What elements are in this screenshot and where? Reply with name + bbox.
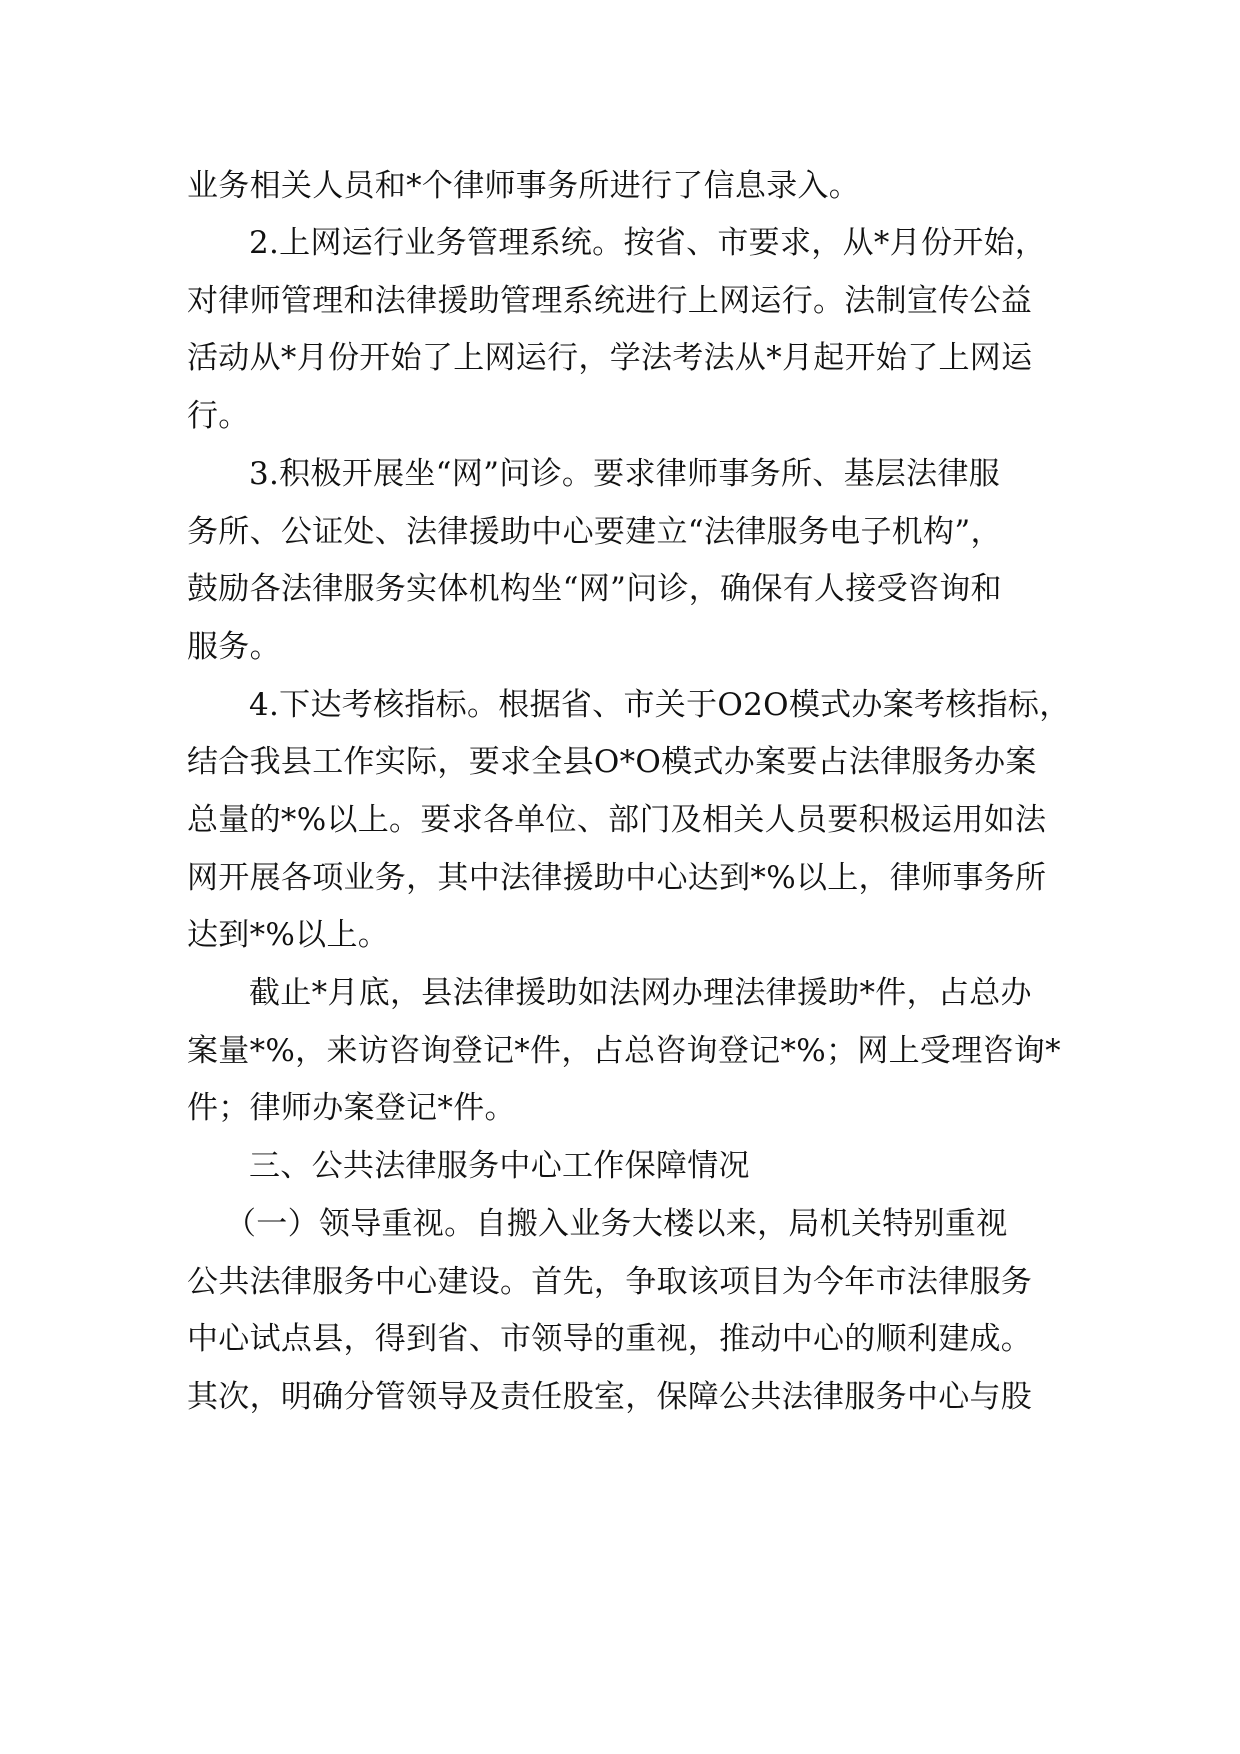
text-line: 总量的*%以上。要求各单位、部门及相关人员要积极运用如法 — [187, 802, 1047, 838]
text-line: 件；律师办案登记*件。 — [187, 1090, 516, 1126]
text-line: 4.下达考核指标。根据省、市关于O2O模式办案考核指标， — [249, 687, 1071, 723]
text-line: 对律师管理和法律援助管理系统进行上网运行。法制宣传公益 — [187, 283, 1033, 319]
text-line: 2.上网运行业务管理系统。按省、市要求，从*月份开始， — [249, 225, 1047, 261]
text-line: 服务。 — [187, 629, 281, 665]
text-line: 网开展各项业务，其中法律援助中心达到*%以上，律师事务所 — [187, 860, 1047, 896]
section-heading: 三、公共法律服务中心工作保障情况 — [249, 1148, 750, 1184]
text-line: 案量*%，来访咨询登记*件，占总咨询登记*%；网上受理咨询* — [187, 1033, 1061, 1069]
text-line: 鼓励各法律服务实体机构坐“网”问诊，确保有人接受咨询和 — [187, 571, 1002, 607]
text-line: 截止*月底，县法律援助如法网办理法律援助*件，占总办 — [249, 975, 1032, 1011]
text-line: 达到*%以上。 — [187, 917, 390, 953]
text-line: 务所、公证处、法律援助中心要建立“法律服务电子机构”， — [187, 514, 1002, 550]
text-line: 其次，明确分管领导及责任股室，保障公共法律服务中心与股 — [187, 1379, 1033, 1415]
text-line: 业务相关人员和*个律师事务所进行了信息录入。 — [187, 168, 861, 204]
text-line: 结合我县工作实际，要求全县O*O模式办案要占法律服务办案 — [187, 744, 1037, 780]
text-line: （一）领导重视。自搬入业务大楼以来，局机关特别重视 — [225, 1206, 1008, 1242]
text-line: 3.积极开展坐“网”问诊。要求律师事务所、基层法律服 — [249, 456, 1001, 492]
text-line: 活动从*月份开始了上网运行，学法考法从*月起开始了上网运 — [187, 340, 1033, 376]
text-line: 中心试点县，得到省、市领导的重视，推动中心的顺利建成。 — [187, 1321, 1033, 1357]
text-line: 公共法律服务中心建设。首先，争取该项目为今年市法律服务 — [187, 1264, 1033, 1300]
text-line: 行。 — [187, 398, 250, 434]
